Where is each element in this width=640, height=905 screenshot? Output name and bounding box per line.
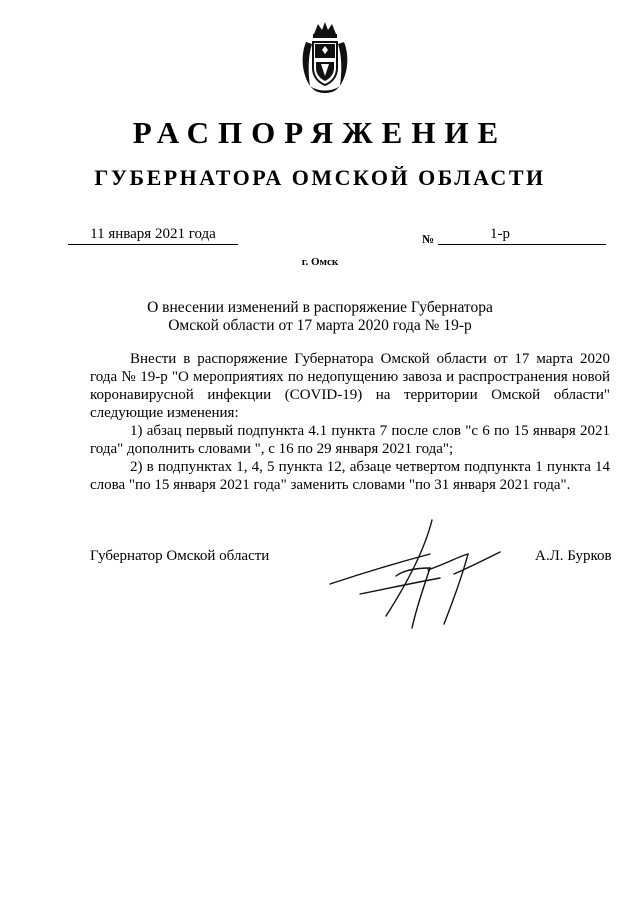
number-label: № <box>422 232 435 246</box>
document-heading <box>140 299 500 335</box>
signatory-position: Губернатор Омской области <box>90 548 270 564</box>
body-paragraph-item-2: 2) в подпунктах 1, 4, 5 пункта 12, абзаце четвертом подпункта 1 пункта 14 слова "по 15 января 2021 года" заменить словами "по 31 января 2021 года". <box>90 459 610 493</box>
document-date: 11 января 2021 года <box>68 226 238 245</box>
document-number: 1-р <box>490 226 510 242</box>
document-title: РАСПОРЯЖЕНИЕ <box>132 115 508 150</box>
body-paragraph-intro: Внести в распоряжение Губернатора Омской области от 17 марта 2020 года № 19-р "О мероприятиях по недопущению завоза и распространения новой коронавирусной инфекции (COVID-19) на территории Омской области" следующие изменения: <box>90 351 610 421</box>
heading-line: О внесении изменений в распоряжение Губернатора <box>147 299 493 316</box>
coat-of-arms-icon <box>300 20 350 96</box>
signatory-name: А.Л. Бурков <box>535 548 612 564</box>
document-body <box>90 350 610 494</box>
handwritten-signature-icon <box>300 512 520 632</box>
document-subtitle: ГУБЕРНАТОРА ОМСКОЙ ОБЛАСТИ <box>94 165 546 190</box>
document-city: г. Омск <box>301 256 339 268</box>
body-paragraph-item-1: 1) абзац первый подпункта 4.1 пункта 7 после слов "с 6 по 15 января 2021 года" дополнить словами ", с 16 по 29 января 2021 года"; <box>90 423 610 457</box>
heading-line: Омской области от 17 марта 2020 года № 19-р <box>168 317 472 334</box>
document-number-field <box>438 226 606 245</box>
